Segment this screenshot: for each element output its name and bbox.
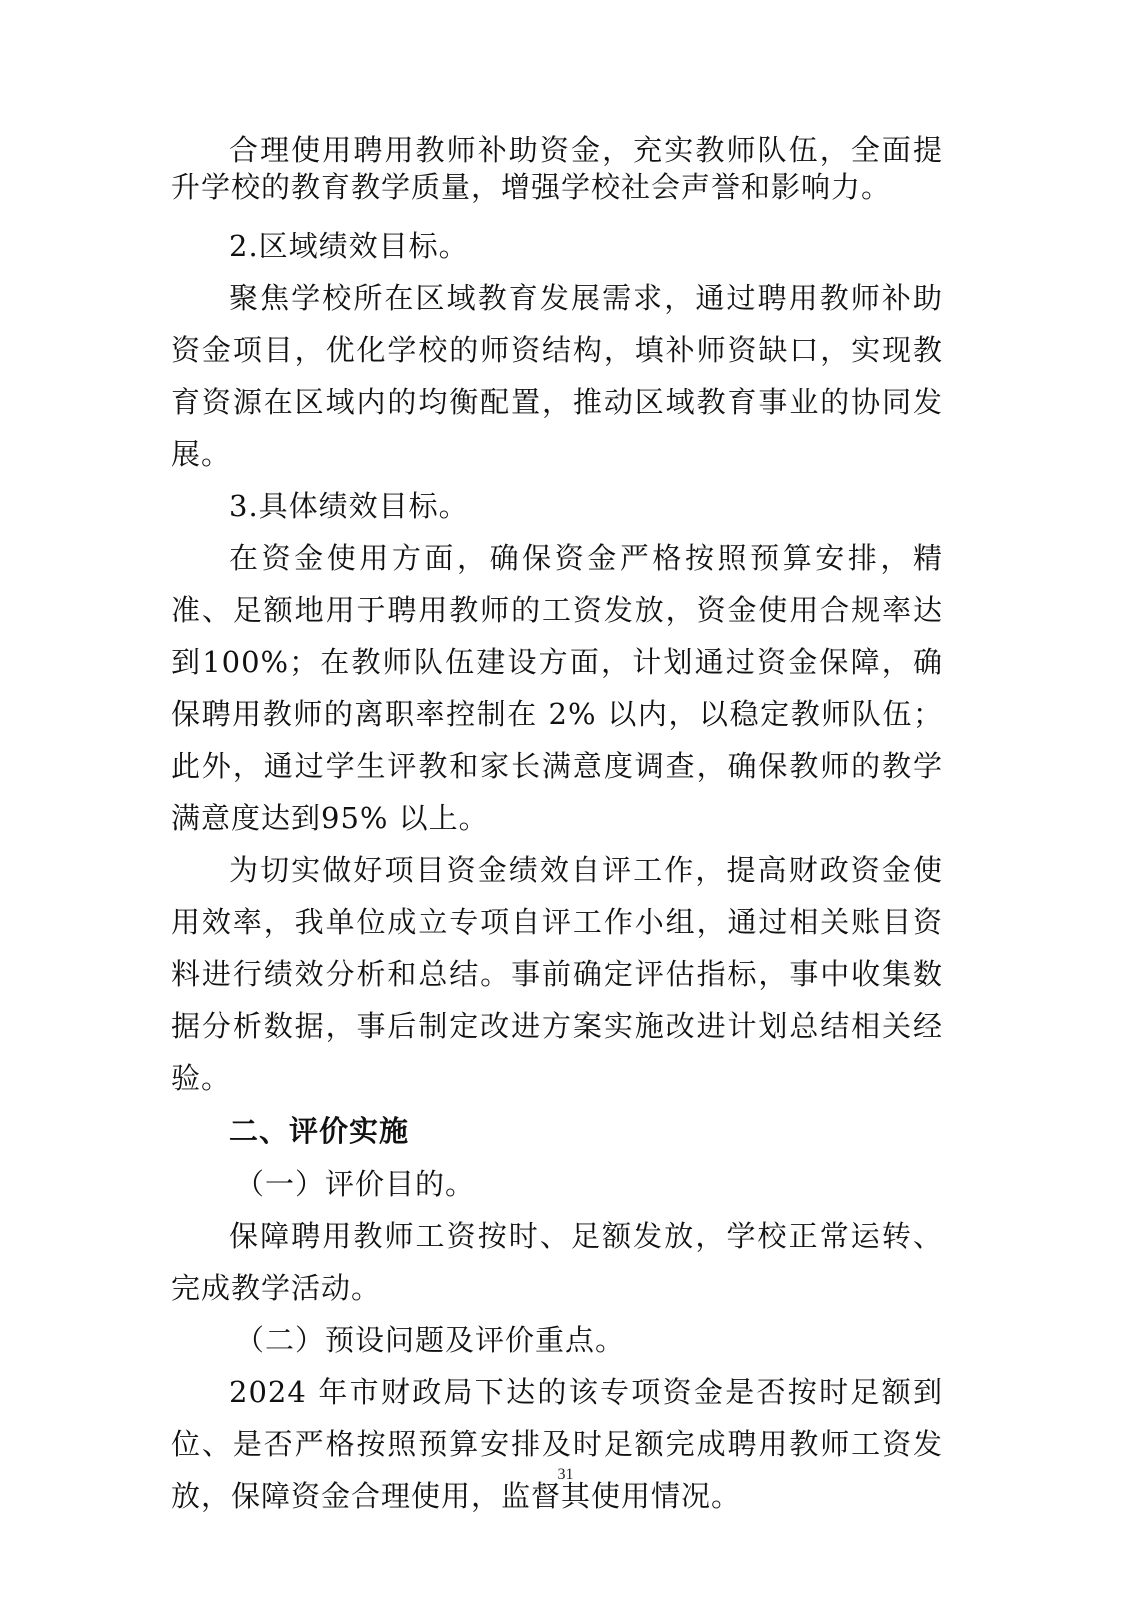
document-body <box>171 132 943 1522</box>
item-specific-goal-heading: 3.具体绩效目标。 <box>229 489 469 523</box>
paragraph-evaluation-purpose: 保障聘用教师工资按时、足额发放，学校正常运转、完成教学活动。 <box>171 1219 943 1305</box>
subsection-heading-evaluation-purpose: （一）评价目的。 <box>235 1167 476 1201</box>
subsection-heading-preset-issues: （二）预设问题及评价重点。 <box>235 1323 626 1357</box>
paragraph-specific-goal: 在资金使用方面，确保资金严格按照预算安排，精准、足额地用于聘用教师的工资发放，资金使用合规率达到100%；在教师队伍建设方面，计划通过资金保障，确保聘用教师的离职率控制在 2% 以内，以稳定教师队伍；此外，通过学生评教和家长满意度调查，确保教师的教学满意度达到95% 以上。 <box>171 541 943 835</box>
paragraph-regional-goal: 聚焦学校所在区域教育发展需求，通过聘用教师补助资金项目，优化学校的师资结构，填补师资缺口，实现教育资源在区域内的均衡配置，推动区域教育事业的协同发展。 <box>171 281 943 471</box>
paragraph-preset-issues: 2024 年市财政局下达的该专项资金是否按时足额到位、是否严格按照预算安排及时足额完成聘用教师工资发放，保障资金合理使用，监督其使用情况。 <box>171 1375 943 1513</box>
section-heading-evaluation-implementation: 二、评价实施 <box>229 1114 410 1148</box>
page-number: 31 <box>557 1466 574 1483</box>
item-regional-goal-heading: 2.区域绩效目标。 <box>229 229 469 263</box>
paragraph-class-quality-goal: 合理使用聘用教师补助资金，充实教师队伍，全面提升学校的教育教学质量，增强学校社会声誉和影响力。 <box>171 133 943 204</box>
paragraph-self-evaluation: 为切实做好项目资金绩效自评工作，提高财政资金使用效率，我单位成立专项自评工作小组，通过相关账目资料进行绩效分析和总结。事前确定评估指标，事中收集数据分析数据，事后制定改进方案实施改进计划总结相关经验。 <box>171 853 943 1095</box>
